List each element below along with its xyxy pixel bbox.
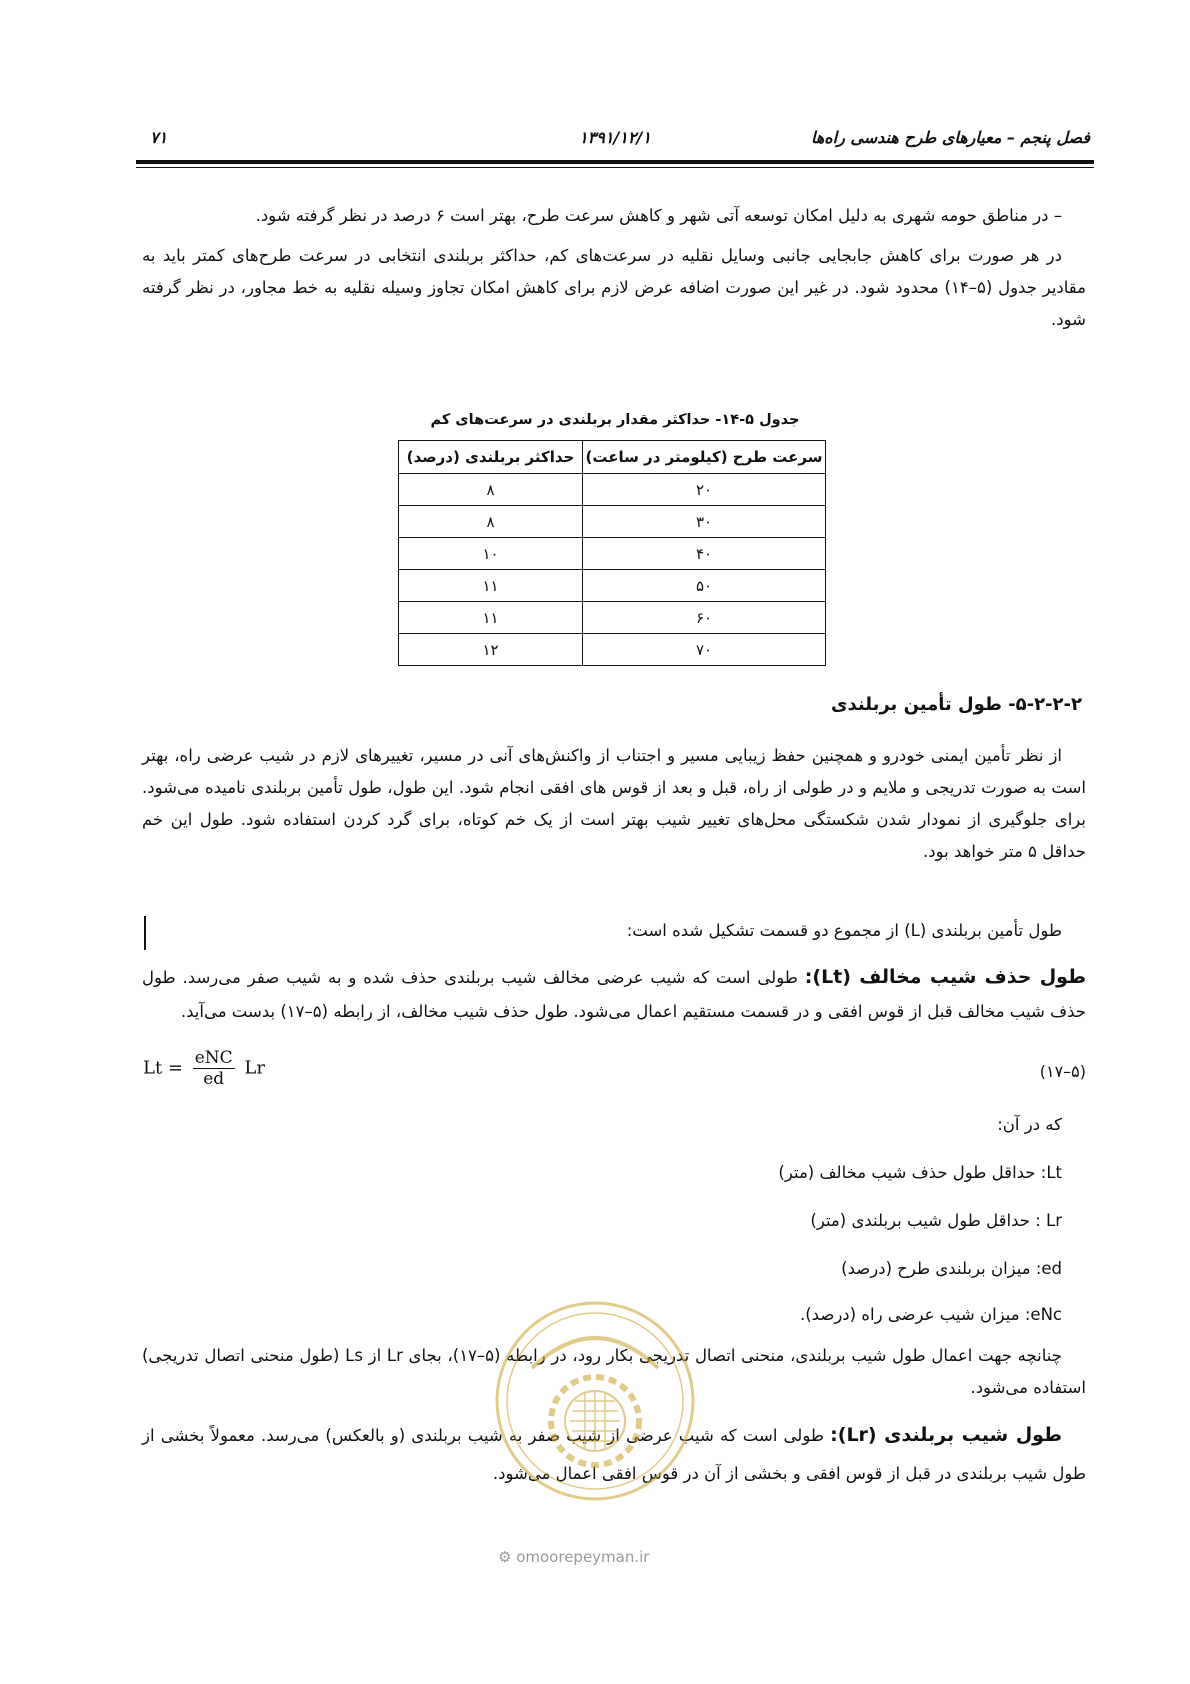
page-header	[140, 128, 1090, 154]
definition-enc: eNc: میزان شیب عرضی راه (درصد).	[799, 1305, 1062, 1324]
formula-lt	[143, 1048, 265, 1098]
table-row	[399, 634, 826, 666]
definition-ed: ed: میزان بربلندی طرح (درصد)	[841, 1259, 1062, 1278]
paragraph-7-text: طولی است که شیب عرضی از شیب صفر به شیب بربلندی (و بالعکس) می‌رسد. معمولاً بخشی از طول شیب بربلندی در قبل از قوس افقی و بخشی از آن در قوس افقی اعمال می‌شود.	[142, 1426, 1086, 1483]
paragraph-3: از نظر تأمین ایمنی خودرو و همچنین حفظ زیبایی مسیر و اجتناب از واکنش‌های آنی در مسیر، تغییرهای لازم در شیب عرضی راه، بهتر است به صورت تدریجی و ملایم و در طولی از راه، قبل و بعد از قوس های افقی انجام شود. این طول، طول تأمین بربلندی نامیده می‌شود. برای جلوگیری از نمودار شدن شکستگی محل‌های تغییر شیب بهتر است از یک خم کوتاه، برای گرد کردن استفاده شود. طول این خم حداقل ۵ متر خواهد بود.	[142, 746, 1086, 861]
watermark-logo	[492, 1298, 698, 1504]
equation-number: (۵–۱۷)	[1039, 1062, 1086, 1081]
text-cursor	[144, 916, 146, 950]
paragraph-4: طول تأمین بربلندی (L) از مجموع دو قسمت تشکیل شده است:	[626, 921, 1062, 940]
table-row	[399, 570, 826, 602]
table-cell-superelevation: ۱۰	[399, 538, 583, 570]
table-cell-speed: ۷۰	[583, 634, 826, 666]
table-cell-speed: ۴۰	[583, 538, 826, 570]
formula-lhs: Lt =	[143, 1057, 183, 1079]
formula-rhs: Lr	[244, 1057, 265, 1079]
table-cell-superelevation: ۱۱	[399, 570, 583, 602]
formula-denominator: ed	[203, 1069, 225, 1089]
table-cell-superelevation: ۱۲	[399, 634, 583, 666]
table-cell-speed: ۶۰	[583, 602, 826, 634]
table-row	[399, 538, 826, 570]
definition-lr: Lr : حداقل طول شیب بربلندی (متر)	[810, 1211, 1062, 1230]
paragraph-5-text: طولی است که شیب عرضی مخالف شیب بربلندی حذف شده و به شیب صفر می‌رسد. طول حذف شیب مخالف قبل از قوس افقی و در قسمت مستقیم اعمال می‌شود. طول حذف شیب مخالف، از رابطه (۵–۱۷) بدست می‌آید.	[142, 968, 1086, 1021]
table-cell-speed: ۳۰	[583, 506, 826, 538]
watermark-site-text: omoorepeyman.ir	[516, 1548, 650, 1566]
chapter-title: فصل پنجم – معیارهای طرح هندسی راه‌ها	[810, 128, 1090, 147]
paragraph-5	[142, 960, 1086, 1029]
table-cell-speed: ۲۰	[583, 474, 826, 506]
table-cell-superelevation: ۸	[399, 506, 583, 538]
table-header-speed: سرعت طرح (کیلومتر در ساعت)	[583, 441, 826, 474]
table-row	[399, 506, 826, 538]
where-label: که در آن:	[997, 1115, 1062, 1134]
table-row	[399, 602, 826, 634]
term-lr: طول شیب بربلندی (Lr):	[830, 1424, 1062, 1446]
table-header-row	[399, 441, 826, 474]
table-cell-speed: ۵۰	[583, 570, 826, 602]
header-date: ۱۳۹۱/۱۲/۱	[579, 128, 651, 147]
table-row	[399, 474, 826, 506]
header-rule-thick	[136, 160, 1094, 164]
watermark-site: ⚙ omoorepeyman.ir	[498, 1548, 650, 1566]
paragraph-6: چنانچه جهت اعمال طول شیب بربلندی، منحنی اتصال تدریجی بکار رود، در رابطه (۵–۱۷)، بجای Lr از Ls (طول منحنی اتصال تدریجی) استفاده می‌شود.	[142, 1346, 1086, 1397]
paragraph-1: – در مناطق حومه شهری به دلیل امکان توسعه آتی شهر و کاهش سرعت طرح، بهتر است ۶ درصد در نظر گرفته شود.	[255, 206, 1062, 225]
speed-superelevation-table	[398, 440, 826, 666]
term-lt: طول حذف شیب مخالف (Lt):	[804, 966, 1086, 988]
section-heading: ۵-۲-۲-۲- طول تأمین بربلندی	[831, 694, 1082, 715]
definition-lt: Lt: حداقل طول حذف شیب مخالف (متر)	[778, 1163, 1062, 1182]
table-cell-superelevation: ۱۱	[399, 602, 583, 634]
table-caption: جدول ۵-۱۴- حداکثر مقدار بربلندی در سرعت‌های کم	[430, 412, 800, 428]
header-rule-thin	[136, 167, 1094, 168]
table-header-max-superelevation: حداکثر بربلندی (درصد)	[399, 441, 583, 474]
paragraph-2: در هر صورت برای کاهش جابجایی جانبی وسایل نقلیه در سرعت‌های کم، حداکثر بربلندی انتخابی در سرعت طرح‌های کمتر باید به مقادیر جدول (۵–۱۴) محدود شود. در غیر این صورت اضافه عرض لازم برای کاهش امکان تجاوز وسیله نقلیه به خط مجاور، در نظر گرفته شود.	[142, 246, 1086, 329]
table-cell-superelevation: ۸	[399, 474, 583, 506]
formula-fraction	[193, 1048, 235, 1089]
page-number: ۷۱	[150, 128, 168, 147]
formula-numerator: eNC	[194, 1048, 233, 1068]
